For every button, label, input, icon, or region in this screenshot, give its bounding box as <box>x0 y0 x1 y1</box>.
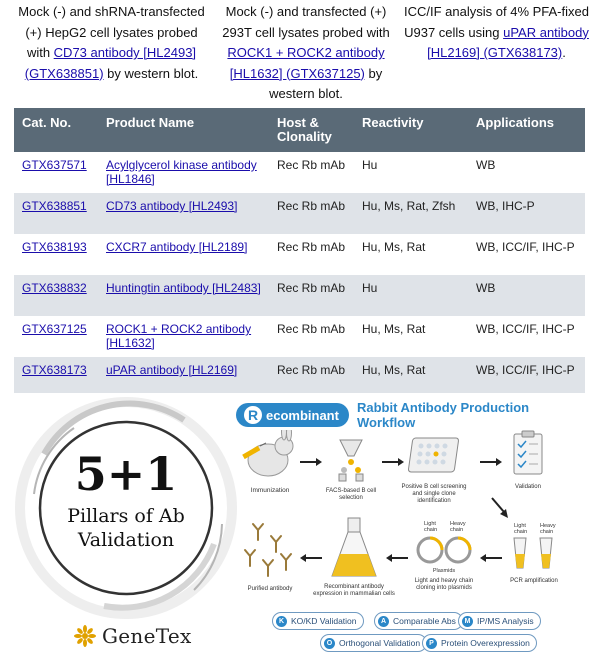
cd73-caption-link[interactable]: CD73 antibody [HL2493] (GTX638851) <box>24 45 197 81</box>
genetex-logo-icon <box>74 625 96 647</box>
upar-caption-link[interactable]: uPAR antibody [HL2169] (GTX638173) <box>427 24 589 60</box>
step-screening-line-2: and single clone <box>412 491 456 497</box>
product-name-link[interactable]: Huntingtin antibody [HL2483] <box>106 281 261 295</box>
workflow-title <box>236 402 589 428</box>
workflow-diagram <box>236 430 589 620</box>
plasmid-light-label-2: chain <box>424 527 438 533</box>
table-row <box>14 234 585 275</box>
plasmids-label: Plasmids <box>432 568 456 574</box>
orthogonal-icon: O <box>324 638 335 649</box>
applications-cell: WB, ICC/IF, IHC-P <box>468 357 585 393</box>
product-name-link[interactable]: CXCR7 antibody [HL2189] <box>106 240 248 254</box>
product-name-link[interactable]: Acylglycerol kinase antibody [HL1846] <box>106 158 257 186</box>
table-header-row <box>14 108 585 152</box>
tag-overexpression: P Protein Overexpression <box>422 634 537 652</box>
pcr-heavy-label-1: Heavy <box>540 523 556 529</box>
caption-cd73: Mock (-) and shRNA-transfected (+) HepG2 cell lysates probed with CD73 antibody [HL2493] (GTX638851) by western blot. <box>18 4 205 81</box>
header-host-clonality: Host & Clonality <box>269 108 354 152</box>
header-cat-no: Cat. No. <box>14 108 98 152</box>
table-row <box>14 193 585 234</box>
well-plate-icon <box>408 438 459 472</box>
tag-ko-kd: K KO/KD Validation <box>272 612 364 630</box>
recombinant-pill: R ecombinant <box>236 403 349 427</box>
cat-no-link[interactable]: GTX638173 <box>22 363 87 377</box>
tag-ip-ms: M IP/MS Analysis <box>458 612 541 630</box>
arrow-left-icon <box>300 554 322 562</box>
step-immunization: Immunization <box>250 487 290 494</box>
badge-line-2: Validation <box>77 529 175 551</box>
reactivity-cell: Hu, Ms, Rat, Zfsh <box>354 193 468 234</box>
product-name-link[interactable]: ROCK1 + ROCK2 antibody [HL1632] <box>106 322 252 350</box>
product-table <box>14 108 585 393</box>
host-cell: Rec Rb mAb <box>277 158 346 172</box>
pcr-heavy-label-2: chain <box>540 529 554 535</box>
step-expression-line-2: expression in mammalian cells <box>313 591 395 597</box>
flask-icon <box>332 518 376 576</box>
arrow-left-icon <box>480 554 502 562</box>
cat-no-link[interactable]: GTX638851 <box>22 199 87 213</box>
workflow-heading: Rabbit Antibody Production Workflow <box>356 400 530 430</box>
pcr-light-label-2: chain <box>514 529 528 535</box>
clipboard-icon <box>514 431 542 474</box>
plasmid-light-label-1: Light <box>424 521 436 527</box>
step-purified: Purified antibody <box>247 586 293 592</box>
caption-upar: ICC/IF analysis of 4% PFA-fixed U937 cells using uPAR antibody [HL2169] (GTX638173). <box>404 4 589 60</box>
reactivity-cell: Hu, Ms, Rat <box>362 322 426 336</box>
pcr-light-label-1: Light <box>514 523 526 529</box>
step-cloning-line-2: cloning into plasmids <box>416 585 472 591</box>
tag-comparable-abs: A Comparable Abs <box>374 612 463 630</box>
arrow-down-right-icon <box>492 498 508 518</box>
arrow-left-icon <box>386 554 408 562</box>
applications-cell: WB, ICC/IF, IHC-P <box>476 322 575 336</box>
caption-rock: Mock (-) and transfected (+) 293T cell lysates probed with ROCK1 + ROCK2 antibody [HL1632] (GTX637125) by western blot. <box>222 4 390 101</box>
host-cell: Rec Rb mAb <box>269 357 354 393</box>
rock-caption-link[interactable]: ROCK1 + ROCK2 antibody [HL1632] (GTX637125) <box>227 45 385 81</box>
table-row <box>14 275 585 316</box>
step-screening-line-3: identification <box>417 498 451 504</box>
product-name-link[interactable]: CD73 antibody [HL2493] <box>106 199 238 213</box>
arrow-right-icon <box>300 458 322 466</box>
genetex-logo-text: GeneTex <box>102 624 192 648</box>
cat-no-link[interactable]: GTX637125 <box>22 322 87 336</box>
step-facs-line-2: selection <box>339 495 363 501</box>
ko-kd-icon: K <box>276 616 287 627</box>
pcr-tubes-icon <box>514 523 556 568</box>
ip-ms-icon: M <box>462 616 473 627</box>
step-validation: Validation <box>515 484 541 490</box>
applications-cell: WB, ICC/IF, IHC-P <box>476 240 575 254</box>
plasmid-heavy-label-2: chain <box>450 527 464 533</box>
header-product-name: Product Name <box>98 108 269 152</box>
arrow-right-icon <box>480 458 502 466</box>
step-facs-line-1: FACS-based B cell <box>325 488 377 494</box>
host-cell: Rec Rb mAb <box>269 193 354 234</box>
pillars-badge <box>14 394 246 626</box>
overexpression-icon: P <box>426 638 437 649</box>
antibody-icon <box>245 524 291 576</box>
step-cloning-line-1: Light and heavy chain <box>414 578 474 584</box>
plasmid-heavy-label-1: Heavy <box>450 521 466 527</box>
comparable-abs-icon: A <box>378 616 389 627</box>
reactivity-cell: Hu <box>354 275 468 316</box>
arrow-right-icon <box>382 458 404 466</box>
reactivity-cell: Hu, Ms, Rat <box>362 240 426 254</box>
table-row <box>14 152 585 193</box>
header-reactivity: Reactivity <box>354 108 468 152</box>
reactivity-cell: Hu <box>362 158 378 172</box>
applications-cell: WB <box>476 158 496 172</box>
table-row <box>14 357 585 393</box>
applications-cell: WB, IHC-P <box>468 193 585 234</box>
host-cell: Rec Rb mAb <box>269 275 354 316</box>
product-name-link[interactable]: uPAR antibody [HL2169] <box>106 363 238 377</box>
reactivity-cell: Hu, Ms, Rat <box>354 357 468 393</box>
recombinant-r-icon: R <box>244 406 262 424</box>
header-applications: Applications <box>468 108 585 152</box>
host-cell: Rec Rb mAb <box>277 240 346 254</box>
cat-no-link[interactable]: GTX638193 <box>22 240 87 254</box>
figure-captions <box>14 0 589 108</box>
plasmid-icon <box>418 521 470 574</box>
applications-cell: WB <box>468 275 585 316</box>
table-row <box>14 316 585 357</box>
cat-no-link[interactable]: GTX637571 <box>22 158 87 172</box>
cat-no-link[interactable]: GTX638832 <box>22 281 87 295</box>
validation-banner[interactable] <box>14 394 589 669</box>
badge-line-1: Pillars of Ab <box>67 505 185 527</box>
tag-orthogonal: O Orthogonal Validation <box>320 634 427 652</box>
badge-number: 5+1 <box>74 447 178 501</box>
step-expression-line-1: Recombinant antibody <box>324 584 384 590</box>
step-pcr: PCR amplification <box>510 578 558 584</box>
step-screening-line-1: Positive B cell screening <box>401 484 467 490</box>
genetex-logo[interactable] <box>74 622 192 650</box>
facs-icon <box>339 440 363 481</box>
host-cell: Rec Rb mAb <box>277 322 346 336</box>
